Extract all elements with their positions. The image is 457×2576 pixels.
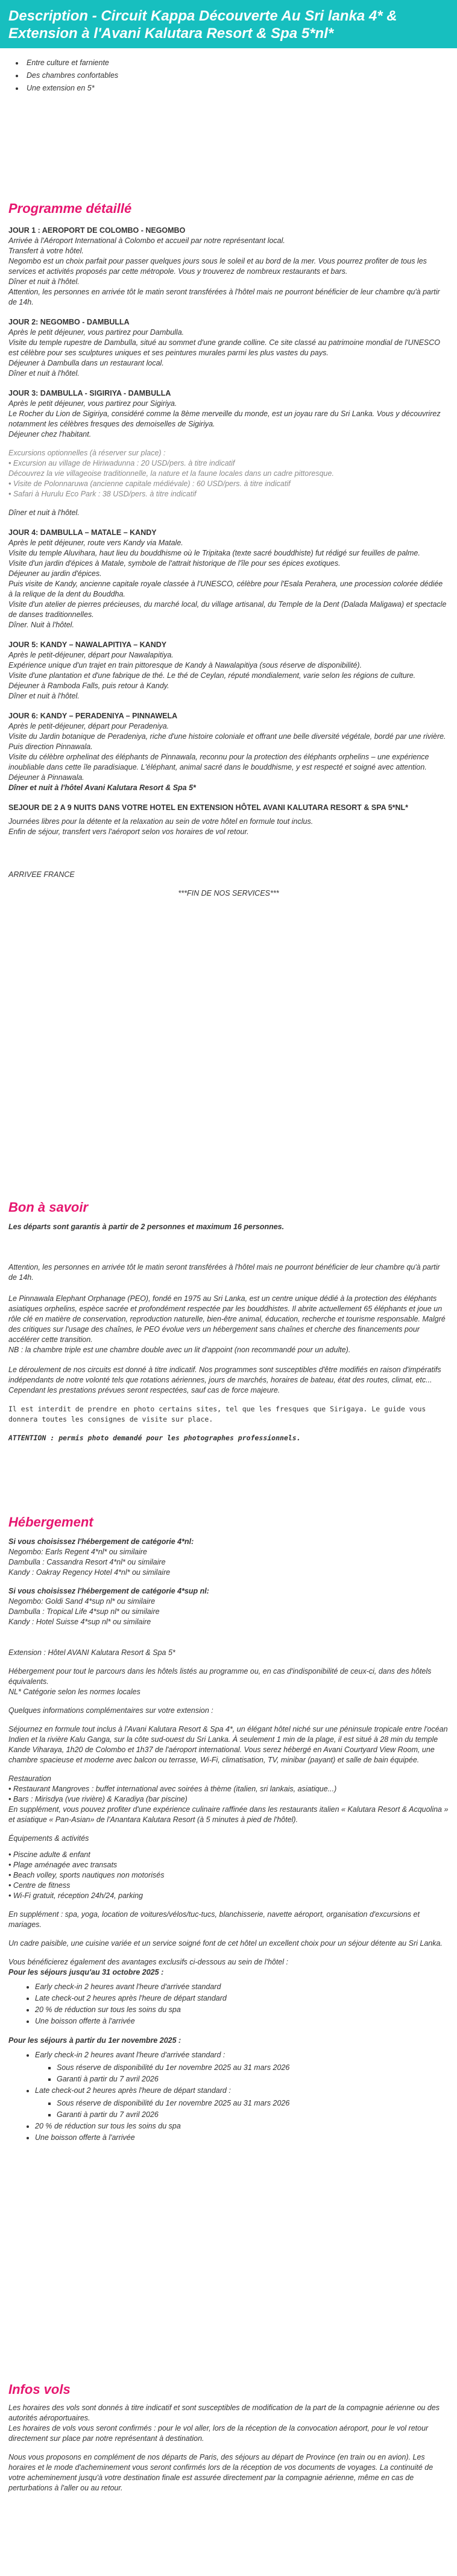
period-list: [8, 1981, 449, 2027]
section-heading: Hébergement: [8, 1514, 93, 1530]
list-item-label: Late check-out 2 heures après l'heure de départ standard :: [35, 2086, 231, 2095]
category-title: Si vous choisissez l'hébergement de catégorie 4*nl:: [8, 1537, 194, 1546]
pinnawala-text: Le Pinnawala Elephant Orphanage (PEO), fondé en 1975 au Sri Lanka, est un centre unique dédié à la protection des éléphants asiatiques orphelins, espèce sacrée et profondément respectée par les bouddhistes. Il abrite actuellement 65 éléphants et joue un rôle clé en matière de conservation, reproduction naturelle, bien-être animal, éducation, recherche et tourisme responsable. Malgré des critiques sur l'usage des chaînes, le PEO évolue vers un hébergement sans chaînes et cherche des financements pour accélérer cette transition. NB : la chambre triple est une chambre double avec un lit d'appoint (non recommandé pour un adulte).: [8, 1294, 446, 1354]
optional-item: • Excursion au village de Hiriwadunna : 20 USD/pers. à titre indicatif: [8, 459, 235, 467]
touring-text: Hébergement pour tout le parcours dans les hôtels listés au programme ou, en cas d'indisponibilité de ceux-ci, dans des hôtels équivalents. NL* Catégorie selon les normes locales: [8, 1667, 432, 1696]
optional-item: • Safari à Hurulu Eco Park : 38 USD/pers. à titre indicatif: [8, 490, 197, 498]
page-title: Description - Circuit Kappa Découverte Au Sri lanka 4* & Extension à l'Avani Kalutara Resort & Spa 5*nl*: [0, 0, 457, 48]
day-title: JOUR 2: NEGOMBO - DAMBULLA: [8, 318, 130, 326]
list-item: • Une boisson offerte à l'arrivée: [35, 2132, 449, 2144]
equipment-item: • Piscine adulte & enfant: [8, 1850, 90, 1859]
equipment-item: • Centre de fitness: [8, 1881, 71, 1890]
day-text: Après le petit déjeuner, route vers Kandy via Matale. Visite du temple Aluvihara, haut lieu du bouddhisme où le Tripitaka (texte sacré bouddhiste) fut rédigé sur feuilles de palme. Visite d'un jardin d'épices à Matale, symbole de l'attrait historique de l'île pour ses épices exotiques. Déjeuner au jardin d'épices. Puis visite de Kandy, ancienne capitale royale classée à l'UNESCO, célèbre pour l'Esala Perahera, une procession colorée dédiée à la relique de la dent du Bouddha. Visite d'un atelier de pierres précieuses, du marché local, du village artisanal, du Temple de la Dent (Dalada Maligawa) et spectacle de danses traditionnelles. Dîner. Nuit à l'hôtel.: [8, 539, 447, 629]
day-text: Après le petit déjeuner, vous partirez pour Dambulla. Visite du temple rupestre de Dambulla, situé au sommet d'une grande colline. Ce site classé au patrimoine mondial de l'UNESCO est célèbre pour ses sculptures uniques et ses peintures murales parmi les plus vastes du pays. Déjeuner à Dambulla dans un restaurant local. Dîner et nuit à l'hôtel.: [8, 328, 441, 378]
restaurant-title: Restauration: [8, 1774, 51, 1783]
list-item: • Une boisson offerte à l'arrivée: [35, 2016, 449, 2027]
hotel-item: Dambulla : Cassandra Resort 4*nl* ou similaire: [8, 1558, 166, 1566]
cuisine-text: Un cadre paisible, une cuisine variée et un service soigné font de cet hôtel un excellent choix pour un séjour détente au Sri Lanka.: [8, 1939, 443, 1948]
day-text: Après le petit déjeuner, vous partirez pour Sigiriya. Le Rocher du Lion de Sigiriya, considéré comme la 8ème merveille du monde, est un joyau rare du Sri Lanka. Vous y découvrirez notamment les célèbres fresques des demoiselles de Sigiriya. Déjeuner chez l'habitant.: [8, 399, 441, 438]
extension-text: Extension : Hôtel AVANI Kalutara Resort & Spa 5*: [8, 1648, 175, 1657]
hotel-item: Negombo: Goldi Sand 4*sup nl* ou similaire: [8, 1597, 156, 1606]
day-text: Dîner et nuit à l'hôtel.: [8, 508, 80, 517]
hotel-item: Kandy : Oakray Regency Hotel 4*nl* ou similaire: [8, 1568, 171, 1577]
day-text: Arrivée à l'Aéroport International à Colombo et accueil par notre représentant local. Transfert à votre hôtel. Negombo est un choix parfait pour passer quelques jours sous le soleil et au bord de la mer. Vous pourrez profiter de tous les services et activités proposés par cette métropole. Vous y trouverez de nombreux restaurants et bars. Dîner et nuit à l'hôtel. Attention, les personnes en arrivée tôt le matin seront transférées à l'hôtel mais ne pourront bénéficier de leur chambre qu'à partir de 14h.: [8, 236, 440, 306]
program-section: [8, 200, 449, 899]
list-item: • 20 % de réduction sur tous les soins du spa: [35, 2004, 449, 2016]
equipment-title: Équipements & activités: [8, 1834, 89, 1843]
optional-item: Découvrez la vie villageoise traditionnelle, la nature et la faune locales dans un cadre pittoresque.: [8, 469, 334, 478]
list-item: • 20 % de réduction sur tous les soins du spa: [35, 2121, 449, 2132]
day-title: JOUR 5: KANDY – NAWALAPITIYA – KANDY: [8, 641, 167, 649]
highlights-list: [0, 57, 457, 95]
restaurant-item: • Restaurant Mangroves : buffet international avec soirées à thème (italien, sri lankais, asiatique...): [8, 1785, 337, 1793]
equipment-item: • Wi-Fi gratuit, réception 24h/24, parking: [8, 1891, 143, 1900]
list-item: [35, 2085, 449, 2121]
extra-text: En supplément : spa, yoga, location de voitures/vélos/tuc-tucs, blanchisserie, navette aéroport, organisation d'excursions et mariages.: [8, 1910, 420, 1929]
list-item-label: Early check-in 2 heures avant l'heure d'arrivée standard :: [35, 2051, 225, 2059]
accommodation-section: [8, 1514, 449, 2144]
category-title: Si vous choisissez l'hébergement de catégorie 4*sup nl:: [8, 1587, 209, 1595]
good-to-know-section: [8, 1199, 449, 1443]
equipment-item: • Plage aménagée avec transats: [8, 1861, 118, 1869]
arrival-text: ARRIVEE FRANCE: [8, 870, 75, 879]
list-item: [35, 2049, 449, 2085]
order-text: Le déroulement de nos circuits est donné à titre indicatif. Nos programmes sont susceptibles d'être modifiés en raison d'impératifs indépendants de notre volonté tels que rotations aériennes, jours de marchés, horaires de bateau, état des routes, climat, etc... Cependant les prestations prévues seront respectées, sauf cas de force majeure.: [8, 1366, 441, 1394]
guides-text: Il est interdit de prendre en photo certains sites, tel que les fresques que Sirigaya. Le guide vous donnera toutes les consignes de visite sur place.: [8, 1405, 426, 1423]
day-text: Dîner et nuit à l'hôtel Avani Kalutara Resort & Spa 5*: [8, 783, 196, 792]
day-text: Après le petit-déjeuner, départ pour Peradeniya. Visite du Jardin botanique de Peradeniya, riche d'une histoire coloniale et offrant une belle diversité végétale, bordé par une rivière. Puis direction Pinnawala. Visite du célèbre orphelinat des éléphants de Pinnawala, reconnu pour la protection des éléphants orphelins – une expérience inoubliable dans cette île paradisiaque. L'éléphant, animal sacré dans le bouddhisme, y est respecté et soigné avec attention. Déjeuner à Pinnawala.: [8, 722, 446, 782]
guarantee-text: Les départs sont garantis à partir de 2 personnes et maximum 16 personnes.: [8, 1223, 285, 1231]
benefits-text: Vous bénéficierez également des avantages exclusifs ci-dessous au sein de l'hôtel :: [8, 1958, 289, 1966]
flight-text: Les horaires des vols sont donnés à titre indicatif et sont susceptibles de modification de la part de la compagnie aérienne ou des autorités aéroportuaires. Les horaires de vols vous seront confirmés : pour le vol aller, lors de la réception de la convocation aéroport, pour le vol retour directement sur place par notre représentant à destination.: [8, 2404, 440, 2443]
photo-warning: ATTENTION : permis photo demandé pour les photographes professionnels.: [8, 1434, 301, 1442]
period-title: Pour les séjours jusqu'au 31 octobre 2025 :: [8, 1968, 164, 1976]
list-item: ▪ Garanti à partir du 7 avril 2026: [57, 2109, 449, 2121]
day-title: JOUR 1 : AEROPORT DE COLOMBO - NEGOMBO: [8, 226, 186, 235]
info-text: Séjournez en formule tout inclus à l'Avani Kalutara Resort & Spa 4*, un élégant hôtel niché sur une péninsule tropicale entre l'océan Indien et la rivière Kalu Ganga, sur la côte sud-ouest du Sri Lanka. À seulement 1 min de la plage, il est situé à 28 min du temple Kande Viharaya, 1h20 de Colombo et 1h37 de l'aéroport international. Vous serez hébergé en Avani Courtyard View Room, une chambre spacieuse et moderne avec balcon ou terrasse, Wi-Fi, climatisation, TV, minibar (payant) et salle de bain équipée.: [8, 1725, 448, 1764]
restaurant-extra: En supplément, vous pouvez profiter d'une expérience culinaire raffinée dans les restaurants italien « Kalutara Resort & Acquolina » et asiatique « Pan-Asian» de l'Anantara Kalutara Resort (à 5 minutes à pied de l'hôtel).: [8, 1805, 449, 1824]
restaurant-item: • Bars : Mirisdya (vue rivière) & Karadiya (bar piscine): [8, 1795, 188, 1803]
arrival-note: Attention, les personnes en arrivée tôt le matin seront transférées à l'hôtel mais ne pourront bénéficier de leur chambre qu'à partir de 14h.: [8, 1263, 440, 1282]
period-list: [8, 2049, 449, 2144]
list-item: ▪ Sous réserve de disponibilité du 1er novembre 2025 au 31 mars 2026: [57, 2098, 449, 2109]
list-item: • Des chambres confortables: [24, 69, 457, 82]
flight-text: Nous vous proposons en complément de nos départs de Paris, des séjours au départ de Province (en train ou en avion). Les horaires et le mode d'acheminement vous seront confirmés lors de la réception de vos documents de voyages. La continuité de votre acheminement jusqu'à votre destination finale est assurée directement par la compagnie aérienne, même en cas de perturbations à l'aller ou au retour.: [8, 2453, 433, 2492]
section-heading: Bon à savoir: [8, 1200, 89, 1215]
info-title: Quelques informations complémentaires sur votre extension :: [8, 1706, 213, 1715]
equipment-item: • Beach volley, sports nautiques non motorisés: [8, 1871, 165, 1879]
end-services: ***FIN DE NOS SERVICES***: [178, 889, 279, 897]
list-item: ▪ Sous réserve de disponibilité du 1er novembre 2025 au 31 mars 2026: [57, 2062, 449, 2074]
day-title: JOUR 4: DAMBULLA – MATALE – KANDY: [8, 528, 157, 537]
flight-info-section: [8, 2381, 449, 2493]
hotel-item: Dambulla : Tropical Life 4*sup nl* ou similaire: [8, 1607, 160, 1616]
day-title: SEJOUR DE 2 A 9 NUITS DANS VOTRE HOTEL EN EXTENSION HÔTEL AVANI KALUTARA RESORT & SPA 5*NL*: [8, 803, 409, 812]
list-item: ▪ Garanti à partir du 7 avril 2026: [57, 2074, 449, 2085]
hotel-item: Negombo: Earls Regent 4*nl* ou similaire: [8, 1548, 147, 1556]
period-title: Pour les séjours à partir du 1er novembre 2025 :: [8, 2036, 181, 2045]
day-title: JOUR 6: KANDY – PERADENIYA – PINNAWELA: [8, 712, 178, 720]
hotel-item: Kandy : Hotel Suisse 4*sup nl* ou similaire: [8, 1618, 151, 1626]
day-text: Journées libres pour la détente et la relaxation au sein de votre hôtel en formule tout inclus. Enfin de séjour, transfert vers l'aéroport selon vos horaires de vol retour.: [8, 817, 314, 836]
list-item: • Early check-in 2 heures avant l'heure d'arrivée standard: [35, 1981, 449, 1993]
section-heading: Programme détaillé: [8, 201, 132, 216]
list-item: • Late check-out 2 heures après l'heure de départ standard: [35, 1993, 449, 2004]
list-item: • Une extension en 5*: [24, 82, 457, 95]
list-item: • Entre culture et farniente: [24, 57, 457, 69]
day-title: JOUR 3: DAMBULLA - SIGIRIYA - DAMBULLA: [8, 389, 171, 397]
sub-list: [35, 2098, 449, 2121]
optional-item: • Visite de Polonnaruwa (ancienne capitale médiévale) : 60 USD/pers. à titre indicatif: [8, 479, 291, 488]
section-heading: Infos vols: [8, 2382, 71, 2397]
day-text: Après le petit-déjeuner, départ pour Nawalapitiya. Expérience unique d'un trajet en train pittoresque de Kandy à Nawalapitiya (sous réserve de disponibilité). Visite d'une plantation et d'une fabrique de thé. Le thé de Ceylan, réputé mondialement, varie selon les régions de culture. Déjeuner à Ramboda Falls, puis retour à Kandy. Dîner et nuit à l'hôtel.: [8, 651, 416, 700]
optional-title: Excursions optionnelles (à réserver sur place) :: [8, 449, 166, 457]
sub-list: [35, 2062, 449, 2085]
